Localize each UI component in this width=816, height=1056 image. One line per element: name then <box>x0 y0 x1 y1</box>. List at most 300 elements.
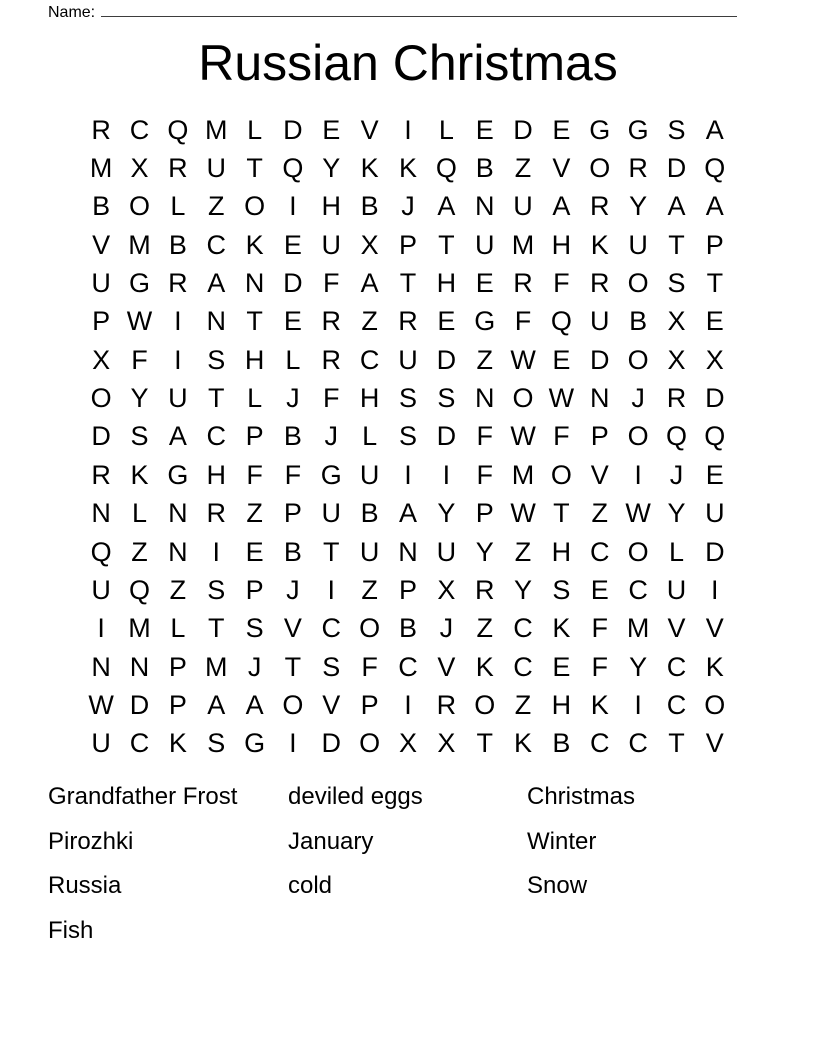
word-list-column <box>527 775 747 953</box>
grid-letter: D <box>590 344 610 375</box>
grid-letter: X <box>437 728 456 759</box>
grid-letter: L <box>285 344 301 375</box>
grid-letter: U <box>590 306 610 337</box>
word-list-column <box>48 775 288 953</box>
word-list-item: Russia <box>48 872 122 899</box>
grid-letter: Z <box>207 191 225 222</box>
grid-letter: K <box>552 613 571 644</box>
grid-letter: A <box>360 268 379 299</box>
grid-letter: T <box>246 153 263 184</box>
grid-letter: A <box>207 689 226 720</box>
grid-letter: C <box>513 613 533 644</box>
grid-letter: Z <box>361 574 378 605</box>
grid-letter: H <box>436 268 457 299</box>
grid-letter: M <box>89 153 113 184</box>
grid-letter: O <box>627 268 649 299</box>
grid-letter: D <box>129 689 150 720</box>
grid-letter: I <box>404 114 412 145</box>
grid-letter: M <box>511 229 535 260</box>
grid-letter: C <box>129 114 150 145</box>
grid-letter: A <box>245 689 264 720</box>
grid-letter: I <box>404 689 412 720</box>
grid-letter: D <box>321 728 342 759</box>
grid-letter: H <box>244 344 265 375</box>
grid-letter: X <box>705 344 724 375</box>
grid-letter: I <box>327 574 336 605</box>
grid-letter: Q <box>665 421 687 452</box>
grid-letter: R <box>666 383 687 414</box>
grid-letter: E <box>552 114 571 145</box>
grid-letter: Q <box>282 153 304 184</box>
grid-letter: U <box>168 383 188 414</box>
word-list-item: deviled eggs <box>288 783 423 810</box>
grid-letter: D <box>91 421 111 452</box>
grid-letter: I <box>174 306 182 337</box>
grid-letter: E <box>437 306 456 337</box>
letter-grid <box>82 111 734 763</box>
grid-letter: L <box>132 498 148 529</box>
grid-letter: W <box>88 689 114 720</box>
grid-letter: M <box>204 114 228 145</box>
grid-letter: I <box>404 459 412 490</box>
grid-letter: T <box>323 536 340 567</box>
grid-letter: D <box>436 421 457 452</box>
page-title: Russian Christmas <box>198 35 618 91</box>
grid-letter: F <box>476 421 493 452</box>
grid-letter: G <box>589 114 611 145</box>
grid-letter: T <box>476 728 493 759</box>
grid-letter: X <box>667 306 686 337</box>
word-list-column <box>288 775 527 953</box>
grid-letter: D <box>666 153 687 184</box>
grid-letter: D <box>283 114 303 145</box>
grid-letter: T <box>207 613 225 644</box>
grid-letter: L <box>170 613 186 644</box>
grid-letter: E <box>245 536 264 567</box>
grid-letter: N <box>168 536 188 567</box>
grid-letter: K <box>514 728 533 759</box>
grid-letter: L <box>170 191 186 222</box>
grid-letter: O <box>90 383 112 414</box>
grid-letter: Z <box>514 153 532 184</box>
grid-letter: C <box>129 728 150 759</box>
grid-letter: S <box>322 651 341 682</box>
grid-letter: E <box>552 344 571 375</box>
grid-letter: O <box>627 421 649 452</box>
grid-letter: N <box>590 383 610 414</box>
grid-letter: Z <box>591 498 608 529</box>
grid-letter: X <box>92 344 111 375</box>
grid-letter: J <box>247 651 262 682</box>
grid-letter: D <box>513 114 533 145</box>
grid-letter: T <box>246 306 263 337</box>
grid-letter: U <box>666 574 687 605</box>
grid-letter: Y <box>629 191 648 222</box>
grid-letter: A <box>398 498 417 529</box>
grid-letter: A <box>705 191 724 222</box>
grid-letter: F <box>323 268 340 299</box>
grid-letter: A <box>552 191 571 222</box>
grid-letter: P <box>245 421 264 452</box>
grid-letter: H <box>551 229 572 260</box>
grid-letter: O <box>244 191 266 222</box>
grid-letter: C <box>359 344 380 375</box>
grid-letter: Z <box>131 536 148 567</box>
name-label: Name: <box>48 4 96 21</box>
grid-letter: X <box>437 574 456 605</box>
grid-letter: U <box>628 229 648 260</box>
grid-letter: Q <box>167 114 189 145</box>
grid-letter: J <box>401 191 415 222</box>
grid-letter: Y <box>322 153 341 184</box>
grid-letter: P <box>283 498 302 529</box>
grid-letter: S <box>207 728 226 759</box>
word-list-item: Winter <box>527 827 597 855</box>
grid-letter: L <box>362 421 378 452</box>
grid-letter: S <box>207 574 226 605</box>
grid-letter: I <box>174 344 182 375</box>
grid-letter: D <box>705 536 725 567</box>
grid-letter: K <box>590 689 609 720</box>
grid-letter: Z <box>514 536 532 567</box>
grid-letter: O <box>627 536 649 567</box>
grid-letter: S <box>207 344 226 375</box>
grid-letter: S <box>552 574 571 605</box>
grid-letter: R <box>474 574 495 605</box>
grid-letter: F <box>591 651 608 682</box>
grid-letter: R <box>91 459 111 490</box>
grid-letter: H <box>359 383 380 414</box>
grid-letter: C <box>666 651 687 682</box>
grid-letter: G <box>129 268 151 299</box>
grid-letter: E <box>283 229 302 260</box>
word-list-item: Fish <box>48 916 94 944</box>
word-list-item: Grandfather Frost <box>48 783 238 810</box>
grid-letter: U <box>91 728 111 759</box>
grid-letter: B <box>475 153 494 184</box>
grid-letter: U <box>436 536 457 567</box>
grid-letter: D <box>436 344 457 375</box>
grid-letter: V <box>322 689 341 720</box>
grid-letter: V <box>283 613 302 644</box>
grid-letter: Y <box>514 574 533 605</box>
grid-letter: U <box>398 344 418 375</box>
grid-letter: L <box>438 114 454 145</box>
word-list-item: cold <box>288 872 333 899</box>
grid-letter: I <box>289 728 297 759</box>
grid-letter: M <box>511 459 535 490</box>
grid-letter: D <box>283 268 303 299</box>
grid-letter: R <box>590 268 610 299</box>
grid-letter: C <box>321 613 342 644</box>
grid-letter: R <box>321 344 342 375</box>
grid-letter: U <box>206 153 226 184</box>
grid-letter: Y <box>475 536 494 567</box>
grid-letter: G <box>244 728 266 759</box>
grid-letter: P <box>360 689 379 720</box>
grid-letter: H <box>321 191 342 222</box>
grid-letter: F <box>591 613 608 644</box>
word-list-item: Snow <box>527 872 588 899</box>
grid-letter: N <box>474 191 495 222</box>
grid-letter: G <box>474 306 496 337</box>
grid-letter: R <box>513 268 533 299</box>
grid-letter: P <box>245 574 264 605</box>
grid-letter: A <box>705 114 724 145</box>
grid-letter: B <box>629 306 648 337</box>
grid-letter: S <box>245 613 264 644</box>
grid-letter: A <box>168 421 187 452</box>
grid-letter: O <box>359 613 381 644</box>
grid-letter: N <box>129 651 150 682</box>
grid-letter: F <box>131 344 148 375</box>
grid-letter: W <box>548 383 575 414</box>
grid-letter: Z <box>169 574 187 605</box>
grid-letter: U <box>321 229 342 260</box>
grid-letter: N <box>244 268 265 299</box>
grid-letter: K <box>360 153 379 184</box>
grid-letter: A <box>207 268 226 299</box>
grid-letter: V <box>705 728 724 759</box>
grid-letter: T <box>668 728 685 759</box>
grid-letter: N <box>168 498 188 529</box>
grid-letter: F <box>361 651 378 682</box>
grid-letter: N <box>398 536 418 567</box>
grid-letter: C <box>590 728 610 759</box>
grid-letter: T <box>284 651 302 682</box>
grid-letter: X <box>667 344 686 375</box>
grid-letter: N <box>91 498 111 529</box>
grid-letter: K <box>590 229 609 260</box>
grid-letter: H <box>551 689 572 720</box>
grid-letter: V <box>705 613 724 644</box>
grid-letter: V <box>360 114 379 145</box>
grid-letter: C <box>398 651 418 682</box>
grid-letter: T <box>553 498 570 529</box>
grid-letter: I <box>97 613 105 644</box>
grid-letter: U <box>359 536 380 567</box>
grid-letter: C <box>590 536 610 567</box>
grid-letter: Q <box>435 153 457 184</box>
grid-letter: U <box>321 498 342 529</box>
grid-letter: V <box>667 613 686 644</box>
grid-letter: F <box>476 459 493 490</box>
grid-letter: N <box>474 383 495 414</box>
grid-letter: S <box>398 421 417 452</box>
grid-letter: Z <box>476 613 493 644</box>
grid-letter: N <box>206 306 226 337</box>
grid-letter: C <box>628 728 648 759</box>
grid-letter: I <box>442 459 451 490</box>
grid-letter: O <box>359 728 381 759</box>
grid-letter: C <box>628 574 648 605</box>
grid-letter: S <box>667 268 686 299</box>
grid-letter: F <box>284 459 302 490</box>
grid-letter: P <box>398 574 417 605</box>
grid-letter: Q <box>90 536 112 567</box>
grid-letter: L <box>247 114 263 145</box>
grid-letter: K <box>475 651 494 682</box>
grid-letter: Q <box>704 153 726 184</box>
grid-letter: I <box>634 689 642 720</box>
grid-letter: J <box>286 383 300 414</box>
grid-letter: I <box>212 536 220 567</box>
grid-letter: O <box>704 689 726 720</box>
grid-letter: R <box>398 306 418 337</box>
grid-letter: Z <box>514 689 532 720</box>
grid-letter: R <box>590 191 610 222</box>
grid-letter: V <box>437 651 456 682</box>
grid-letter: T <box>668 229 685 260</box>
grid-letter: Y <box>130 383 149 414</box>
grid-letter: W <box>625 498 651 529</box>
grid-letter: L <box>247 383 263 414</box>
grid-letter: R <box>206 498 226 529</box>
grid-letter: P <box>590 421 609 452</box>
grid-letter: V <box>92 229 111 260</box>
grid-letter: Y <box>667 498 686 529</box>
grid-letter: T <box>706 268 724 299</box>
grid-letter: E <box>590 574 609 605</box>
grid-letter: I <box>634 459 642 490</box>
grid-letter: U <box>91 574 111 605</box>
grid-letter: J <box>631 383 645 414</box>
grid-letter: T <box>399 268 417 299</box>
grid-letter: B <box>168 229 187 260</box>
grid-letter: Z <box>361 306 378 337</box>
grid-letter: K <box>245 229 264 260</box>
grid-letter: U <box>705 498 725 529</box>
grid-letter: M <box>204 651 228 682</box>
grid-letter: S <box>130 421 149 452</box>
grid-letter: R <box>436 689 457 720</box>
grid-letter: Y <box>437 498 456 529</box>
grid-letter: T <box>438 229 455 260</box>
grid-letter: R <box>321 306 342 337</box>
word-list-item: Pirozhki <box>48 827 134 855</box>
grid-letter: B <box>552 728 571 759</box>
grid-letter: K <box>168 728 187 759</box>
grid-letter: F <box>323 383 340 414</box>
grid-letter: X <box>398 728 417 759</box>
grid-letter: M <box>128 229 151 260</box>
grid-letter: Z <box>246 498 263 529</box>
grid-letter: C <box>206 421 226 452</box>
grid-letter: R <box>628 153 648 184</box>
grid-letter: M <box>626 613 650 644</box>
grid-letter: O <box>627 344 649 375</box>
grid-letter: F <box>553 421 570 452</box>
grid-letter: D <box>705 383 725 414</box>
grid-letter: J <box>286 574 300 605</box>
grid-letter: S <box>398 383 417 414</box>
grid-letter: E <box>283 306 302 337</box>
grid-letter: T <box>207 383 225 414</box>
grid-letter: W <box>510 344 536 375</box>
grid-letter: E <box>552 651 571 682</box>
grid-letter: B <box>360 498 379 529</box>
grid-letter: A <box>667 191 686 222</box>
grid-letter: Q <box>704 421 726 452</box>
grid-letter: V <box>552 153 571 184</box>
grid-letter: L <box>668 536 684 567</box>
grid-letter: P <box>92 306 111 337</box>
grid-letter: J <box>669 459 684 490</box>
grid-letter: W <box>126 306 153 337</box>
grid-letter: B <box>283 536 302 567</box>
grid-letter: A <box>437 191 456 222</box>
grid-letter: O <box>512 383 534 414</box>
grid-letter: C <box>666 689 687 720</box>
grid-letter: F <box>246 459 263 490</box>
grid-letter: Z <box>476 344 493 375</box>
word-list <box>48 775 768 953</box>
grid-letter: R <box>91 114 111 145</box>
name-blank-line <box>101 1 737 17</box>
grid-letter: M <box>128 613 151 644</box>
grid-letter: I <box>711 574 719 605</box>
name-row <box>48 1 748 21</box>
grid-letter: P <box>168 651 187 682</box>
grid-letter: C <box>513 651 533 682</box>
grid-letter: O <box>129 191 151 222</box>
grid-letter: S <box>437 383 456 414</box>
grid-letter: F <box>553 268 570 299</box>
grid-letter: U <box>359 459 380 490</box>
grid-letter: S <box>667 114 686 145</box>
grid-letter: H <box>551 536 572 567</box>
grid-letter: G <box>627 114 649 145</box>
grid-letter: P <box>168 689 187 720</box>
grid-letter: Y <box>629 651 648 682</box>
grid-letter: K <box>130 459 149 490</box>
grid-letter: G <box>320 459 342 490</box>
grid-letter: F <box>514 306 532 337</box>
grid-letter: E <box>705 306 724 337</box>
grid-letter: K <box>398 153 417 184</box>
grid-letter: B <box>360 191 379 222</box>
grid-letter: E <box>475 114 494 145</box>
grid-letter: C <box>206 229 226 260</box>
grid-letter: V <box>590 459 609 490</box>
grid-letter: P <box>475 498 494 529</box>
grid-letter: E <box>705 459 724 490</box>
grid-letter: R <box>168 153 188 184</box>
grid-letter: X <box>130 153 149 184</box>
grid-letter: U <box>513 191 533 222</box>
grid-letter: O <box>474 689 496 720</box>
grid-letter: O <box>282 689 304 720</box>
grid-letter: B <box>398 613 417 644</box>
grid-letter: U <box>91 268 111 299</box>
grid-letter: N <box>91 651 111 682</box>
grid-letter: Q <box>550 306 572 337</box>
grid-letter: U <box>474 229 495 260</box>
grid-letter: B <box>283 421 302 452</box>
grid-letter: E <box>322 114 341 145</box>
grid-letter: K <box>705 651 724 682</box>
grid-letter: J <box>324 421 339 452</box>
grid-letter: I <box>289 191 297 222</box>
grid-letter: B <box>92 191 111 222</box>
grid-letter: W <box>510 421 536 452</box>
grid-letter: H <box>206 459 226 490</box>
grid-letter: P <box>398 229 417 260</box>
grid-letter: E <box>475 268 494 299</box>
word-list-item: Christmas <box>527 783 636 810</box>
grid-letter: P <box>705 229 724 260</box>
grid-letter: X <box>360 229 379 260</box>
